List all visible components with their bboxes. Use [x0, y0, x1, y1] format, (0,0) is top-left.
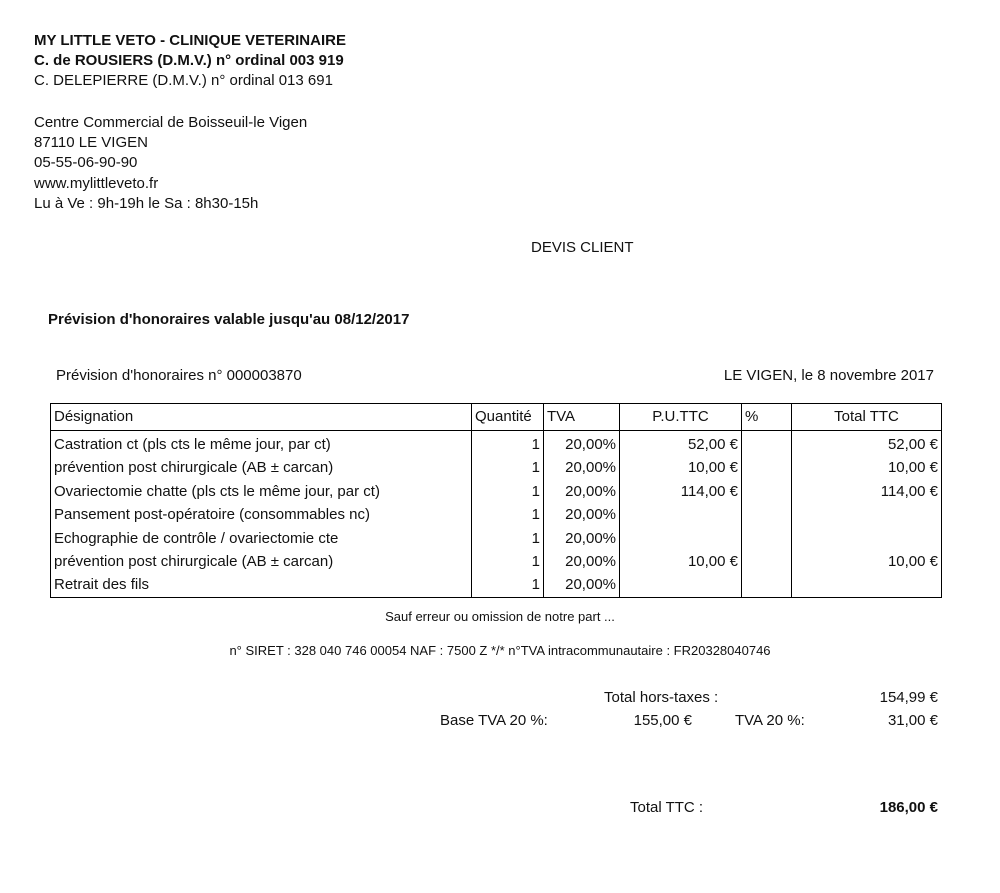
table-row [51, 527, 942, 550]
header-tva: TVA [544, 404, 620, 431]
cell-designation: Pansement post-opératoire (consommables nc) [51, 503, 472, 526]
table-row [51, 550, 942, 573]
cell-discount [742, 431, 792, 457]
cell-unit-price: 10,00 € [620, 456, 742, 479]
phone: 05-55-06-90-90 [34, 154, 138, 172]
table-row [51, 573, 942, 597]
header-quantity: Quantité [472, 404, 544, 431]
header-total: Total TTC [792, 404, 942, 431]
line-items-table [50, 403, 942, 598]
cell-tva: 20,00% [544, 480, 620, 503]
header-designation: Désignation [51, 404, 472, 431]
cell-total [792, 503, 942, 526]
cell-quantity: 1 [472, 480, 544, 503]
cell-discount [742, 456, 792, 479]
total-ttc-label: Total TTC : [630, 799, 704, 816]
cell-total: 52,00 € [792, 431, 942, 457]
siret-line: n° SIRET : 328 040 746 00054 NAF : 7500 Z */* n°TVA intracommunautaire : FR20328040746 [229, 643, 771, 658]
address-line-2: 87110 LE VIGEN [34, 134, 148, 152]
table-row [51, 431, 942, 457]
cell-tva: 20,00% [544, 573, 620, 597]
cell-designation: Echographie de contrôle / ovariectomie cte [51, 527, 472, 550]
clinic-name: MY LITTLE VETO - CLINIQUE VETERINAIRE [34, 32, 346, 49]
total-ttc-value: 186,00 € [879, 799, 938, 816]
clinic-header [34, 31, 346, 92]
validity-notice: Prévision d'honoraires valable jusqu'au 08/12/2017 [48, 311, 410, 328]
cell-designation: Retrait des fils [51, 573, 472, 597]
reference-number: Prévision d'honoraires n° 000003870 [56, 367, 302, 384]
cell-total: 10,00 € [792, 456, 942, 479]
cell-unit-price [620, 527, 742, 550]
table-row [51, 503, 942, 526]
header-unit-price: P.U.TTC [620, 404, 742, 431]
cell-discount [742, 527, 792, 550]
clinic-address [34, 113, 307, 214]
cell-tva: 20,00% [544, 431, 620, 457]
document-title: DEVIS CLIENT [531, 239, 634, 256]
cell-discount [742, 480, 792, 503]
cell-quantity: 1 [472, 431, 544, 457]
cell-designation: prévention post chirurgicale (AB ± carcan) [51, 456, 472, 479]
table-header-row [51, 404, 942, 431]
table-row [51, 456, 942, 479]
website: www.mylittleveto.fr [34, 174, 159, 192]
cell-tva: 20,00% [544, 503, 620, 526]
vet-2: C. DELEPIERRE (D.M.V.) n° ordinal 013 691 [34, 72, 333, 90]
base-tva-label: Base TVA 20 %: [440, 712, 548, 729]
cell-quantity: 1 [472, 456, 544, 479]
place-date: LE VIGEN, le 8 novembre 2017 [723, 367, 934, 384]
cell-unit-price: 114,00 € [620, 480, 742, 503]
total-ht-value: 154,99 € [879, 689, 938, 706]
cell-quantity: 1 [472, 573, 544, 597]
cell-total: 10,00 € [792, 550, 942, 573]
cell-quantity: 1 [472, 550, 544, 573]
cell-quantity: 1 [472, 527, 544, 550]
cell-unit-price: 52,00 € [620, 431, 742, 457]
cell-total [792, 527, 942, 550]
total-ht-label: Total hors-taxes : [604, 689, 719, 706]
cell-tva: 20,00% [544, 527, 620, 550]
cell-unit-price [620, 503, 742, 526]
table-row [51, 480, 942, 503]
cell-designation: prévention post chirurgicale (AB ± carcan) [51, 550, 472, 573]
cell-unit-price [620, 573, 742, 597]
disclaimer: Sauf erreur ou omission de notre part ... [385, 609, 615, 624]
cell-designation: Ovariectomie chatte (pls cts le même jour, par ct) [51, 480, 472, 503]
header-discount: % [742, 404, 792, 431]
vet-1: C. de ROUSIERS (D.M.V.) n° ordinal 003 919 [34, 52, 344, 70]
opening-hours: Lu à Ve : 9h-19h le Sa : 8h30-15h [34, 194, 259, 212]
address-line-1: Centre Commercial de Boisseuil-le Vigen [34, 114, 308, 131]
base-tva-value: 155,00 € [633, 712, 692, 729]
cell-unit-price: 10,00 € [620, 550, 742, 573]
cell-discount [742, 550, 792, 573]
cell-tva: 20,00% [544, 456, 620, 479]
cell-discount [742, 573, 792, 597]
cell-designation: Castration ct (pls cts le même jour, par ct) [51, 431, 472, 457]
cell-total: 114,00 € [792, 480, 942, 503]
cell-total [792, 573, 942, 597]
tva-value: 31,00 € [887, 712, 938, 729]
tva-label: TVA 20 %: [735, 712, 805, 729]
cell-tva: 20,00% [544, 550, 620, 573]
cell-discount [742, 503, 792, 526]
cell-quantity: 1 [472, 503, 544, 526]
